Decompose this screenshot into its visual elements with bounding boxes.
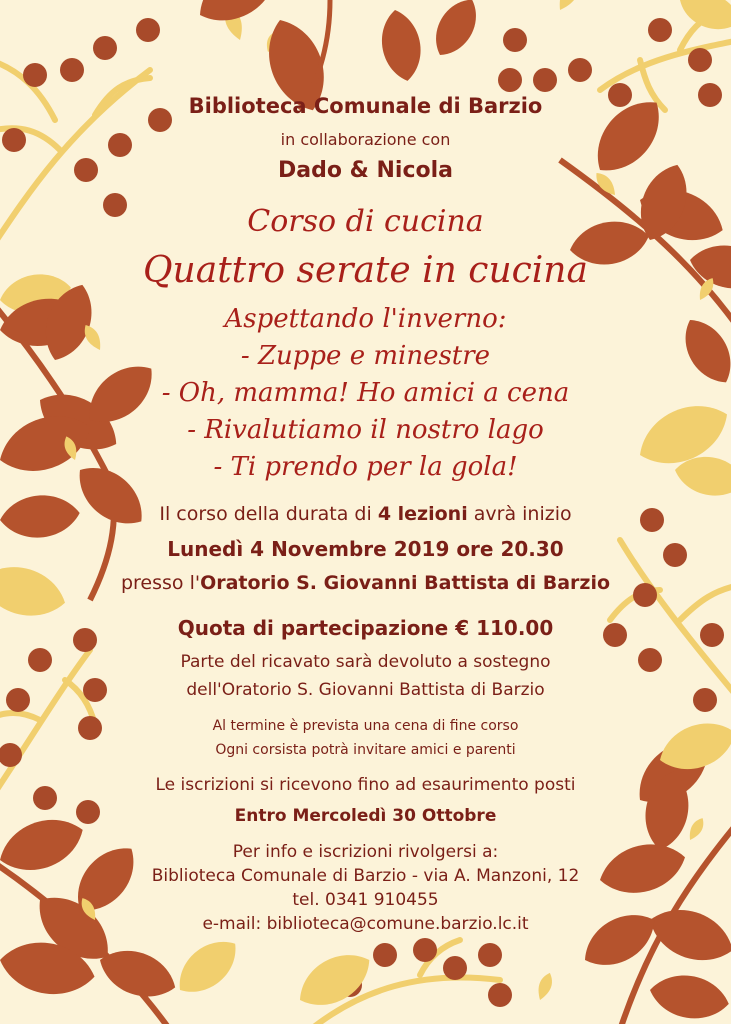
duration-text: Il corso della durata di 4 lezioni avrà inizio <box>159 503 572 525</box>
organizer-name: Biblioteca Comunale di Barzio <box>188 94 543 118</box>
course-item: - Rivalutiamo il nostro lago <box>187 415 544 445</box>
course-theme: Aspettando l'inverno: <box>224 304 507 334</box>
course-item: - Oh, mamma! Ho amici a cena <box>161 378 570 408</box>
signup-deadline: Entro Mercoledì 30 Ottobre <box>234 806 497 826</box>
signup-note: Le iscrizioni si ricevono fino ad esaurimento posti <box>155 775 576 795</box>
course-item: - Ti prendo per la gola! <box>213 452 518 482</box>
participation-fee: Quota di partecipazione € 110.00 <box>177 616 554 640</box>
contact-address: Biblioteca Comunale di Barzio - via A. Manzoni, 12 <box>151 866 580 886</box>
dinner-note: Al termine è prevista una cena di fine corso <box>212 718 519 734</box>
course-item: - Zuppe e minestre <box>240 341 491 371</box>
donation-note: dell'Oratorio S. Giovanni Battista di Barzio <box>186 680 545 700</box>
start-date: Lunedì 4 Novembre 2019 ore 20.30 <box>167 537 564 561</box>
donation-note: Parte del ricavato sarà devoluto a sostegno <box>180 652 551 672</box>
contact-phone: tel. 0341 910455 <box>292 890 439 910</box>
course-subtitle: Corso di cucina <box>247 204 484 239</box>
course-title: Quattro serate in cucina <box>143 250 588 291</box>
dinner-note: Ogni corsista potrà invitare amici e parenti <box>215 742 516 758</box>
contact-email: e-mail: biblioteca@comune.barzio.lc.it <box>202 914 529 934</box>
contact-intro: Per info e iscrizioni rivolgersi a: <box>232 842 499 862</box>
poster-text <box>60 0 671 1024</box>
collaboration-note: in collaborazione con <box>280 130 451 149</box>
venue-text: presso l'Oratorio S. Giovanni Battista di Barzio <box>120 572 611 594</box>
partner-names: Dado & Nicola <box>278 158 453 183</box>
